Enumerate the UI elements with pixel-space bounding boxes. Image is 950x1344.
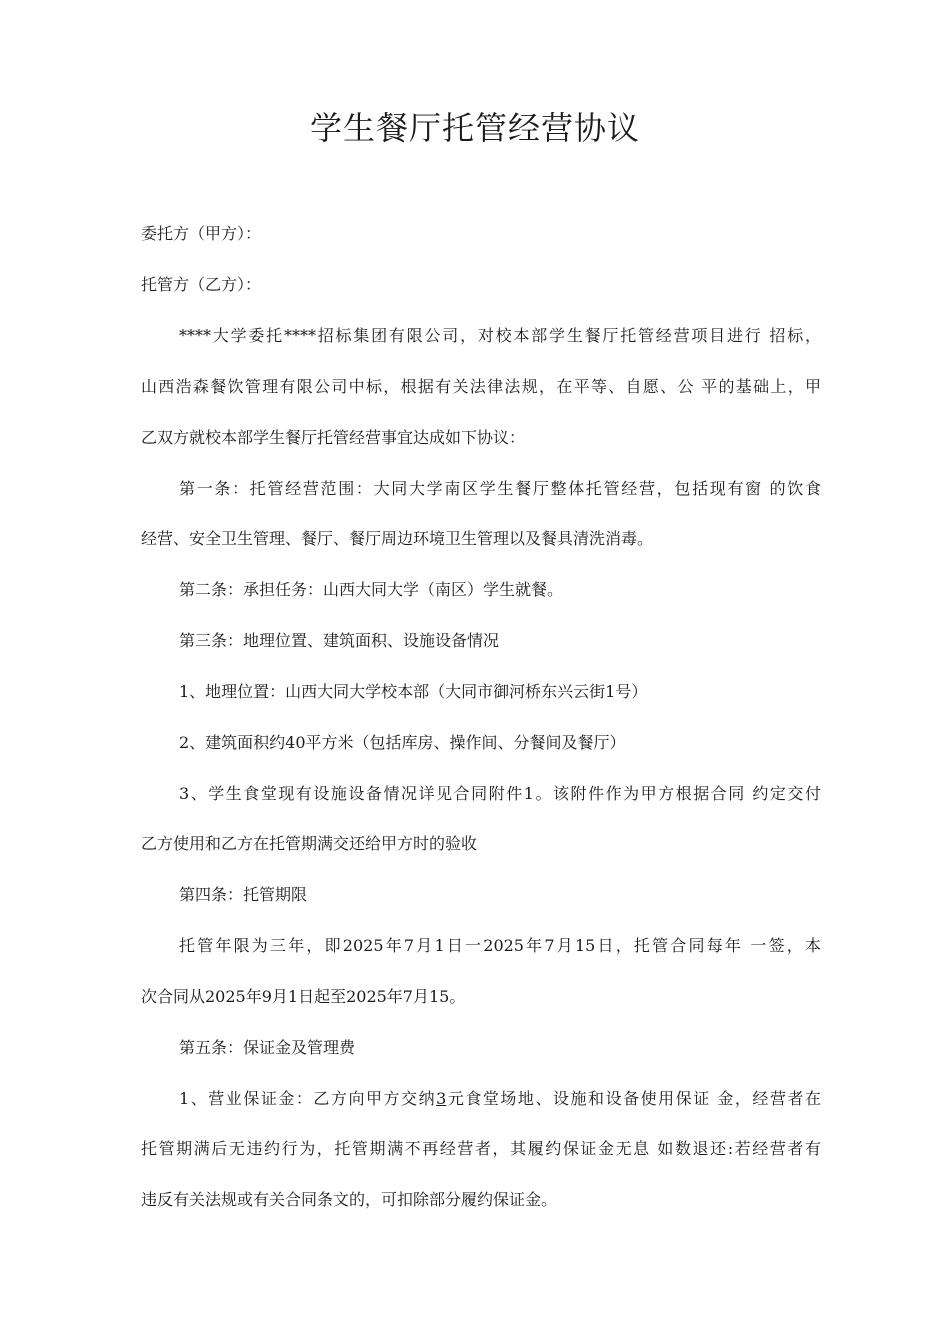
article4-body-line-1: 托管年限为三年，即2025年7月1日一2025年7月15日，托管合同每年 一签，本 xyxy=(179,936,821,955)
document-title: 学生餐厅托管经营协议 xyxy=(309,109,640,147)
article5-item-1-line-1 xyxy=(179,1087,821,1111)
deposit-amount: 3 xyxy=(436,1089,447,1108)
intro-line-2: 山西浩森餐饮管理有限公司中标，根据有关法律法规，在平等、自愿、公 平的基础上，甲 xyxy=(141,377,821,396)
intro-line-1: ****大学委托****招标集团有限公司，对校本部学生餐厅托管经营项目进行 招标， xyxy=(179,326,821,345)
article5-item-1-line-3: 违反有关法规或有关合同条文的，可扣除部分履约保证金。 xyxy=(141,1190,558,1209)
article1-line-2: 经营、安全卫生管理、餐厅、餐厅周边环境卫生管理以及餐具清洗消毒。 xyxy=(141,529,654,548)
article5-item-1-prefix: 1、营业保证金：乙方向甲方交纳 xyxy=(179,1089,437,1108)
article5-item-1-suffix: 元食堂场地、设施和设备使用保证 金，经营者在 xyxy=(446,1089,821,1108)
article2-line: 第二条：承担任务：山西大同大学（南区）学生就餐。 xyxy=(179,580,564,599)
article4-heading: 第四条：托管期限 xyxy=(179,885,308,904)
article3-item-3-line-2: 乙方使用和乙方在托管期满交还给甲方时的验收 xyxy=(141,834,478,853)
party-b-line: 托管方（乙方）： xyxy=(141,275,262,294)
article4-body-line-2: 次合同从2025年9月1日起至2025年7月15。 xyxy=(141,987,466,1006)
article3-item-1: 1、地理位置：山西大同大学校本部（大同市御河桥东兴云街1号） xyxy=(179,682,648,701)
article3-item-3-line-1: 3、学生食堂现有设施设备情况详见合同附件1。该附件作为甲方根据合同 约定交付 xyxy=(179,784,821,803)
party-a-line: 委托方（甲方）： xyxy=(141,224,262,243)
article5-item-1-line-2: 托管期满后无违约行为，托管期满不再经营者，其履约保证金无息 如数退还:若经营者有 xyxy=(141,1139,821,1158)
intro-line-3: 乙双方就校本部学生餐厅托管经营事宜达成如下协议： xyxy=(141,428,526,447)
article1-line-1: 第一条：托管经营范围：大同大学南区学生餐厅整体托管经营，包括现有窗 的饮食 xyxy=(179,479,821,498)
article5-heading: 第五条：保证金及管理费 xyxy=(179,1038,356,1057)
article3-item-2: 2、建筑面积约40平方米（包括库房、操作间、分餐间及餐厅） xyxy=(179,733,626,752)
article3-heading: 第三条：地理位置、建筑面积、设施设备情况 xyxy=(179,631,500,650)
